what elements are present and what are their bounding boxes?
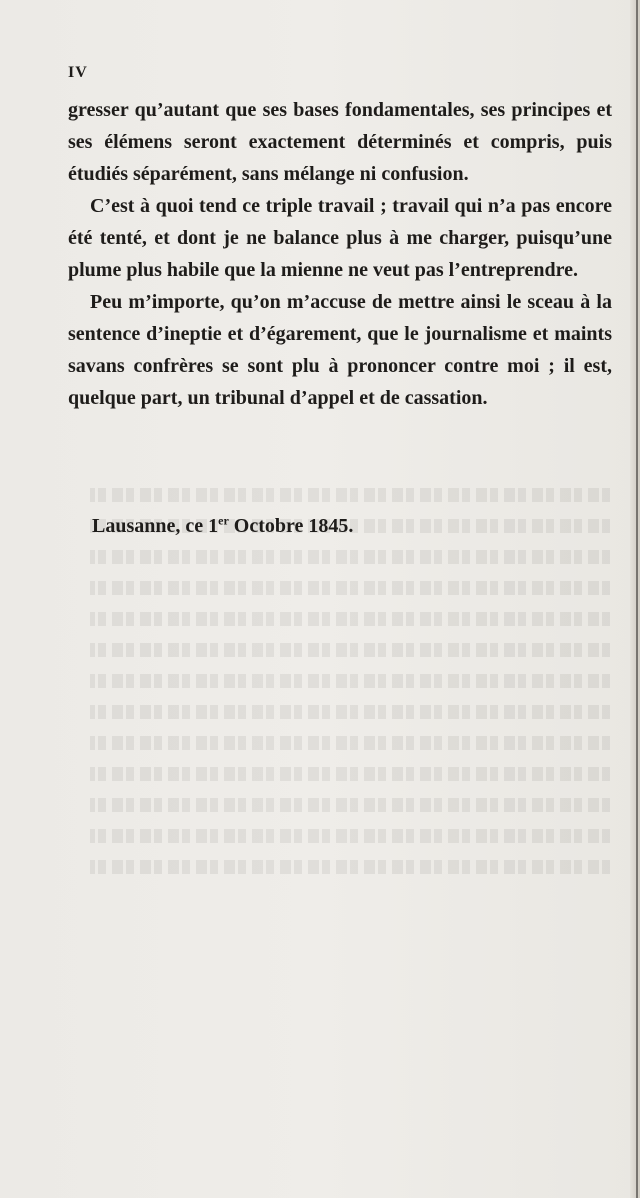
show-through-text	[90, 480, 610, 900]
paragraph-3: Peu m’importe, qu’on m’accuse de mettre ainsi le sceau à la sentence d’ineptie et d’égarement, que le journalisme et maints savans confrères se sont plu à prononcer contre moi ; il est, quelque part, un tribunal d’appel et de cassation.	[68, 291, 612, 409]
signoff-place: Lausanne, ce 1	[92, 515, 219, 537]
body-text	[68, 94, 612, 414]
paragraph-1: gresser qu’autant que ses bases fondamentales, ses principes et ses élémens seront exactement déterminés et compris, puis étudiés séparément, sans mélange ni confusion.	[68, 99, 612, 185]
page-number: IV	[68, 64, 88, 81]
signoff-date: Octobre 1845.	[228, 515, 354, 537]
paragraph-2: C’est à quoi tend ce triple travail ; travail qui n’a pas encore été tenté, et dont je ne balance plus à me charger, puisqu’une plume plus habile que la mienne ne veut pas l’entreprendre.	[68, 195, 612, 281]
page-edge-line	[636, 0, 638, 1198]
signoff-dateline	[92, 515, 353, 538]
signoff-ordinal-suffix: er	[218, 513, 229, 528]
page-edge-shadow	[630, 0, 640, 1198]
